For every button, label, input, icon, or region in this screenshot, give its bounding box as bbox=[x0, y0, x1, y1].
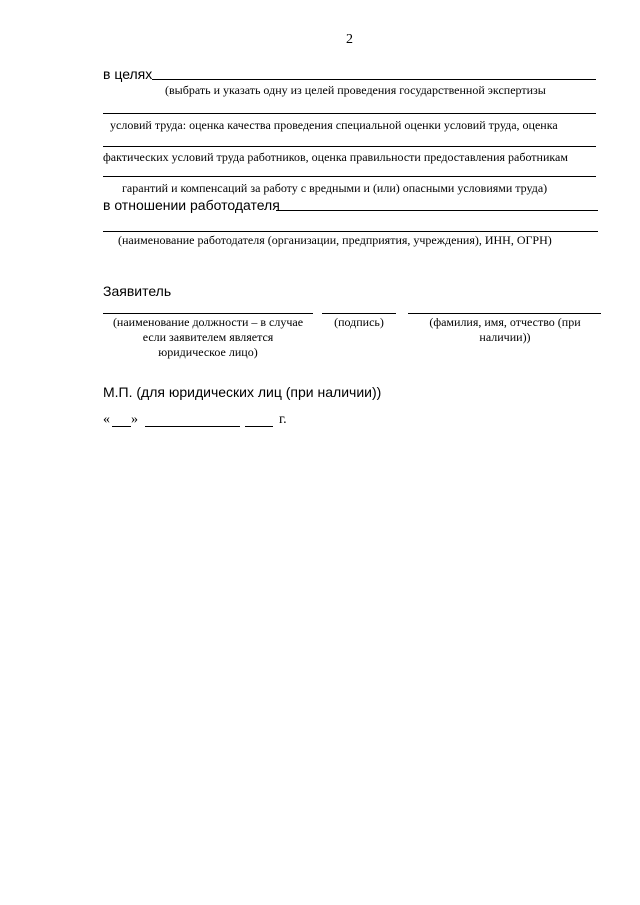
full-name-hint-line-2: наличии)) bbox=[479, 330, 531, 344]
purpose-option-line-3: гарантий и компенсаций за работу с вредными и (или) опасными условиями труда) bbox=[122, 181, 548, 195]
purpose-hint: (выбрать и указать одну из целей проведения государственной экспертизы bbox=[165, 83, 546, 97]
purpose-option-line-2: фактических условий труда работников, оценка правильности предоставления работникам bbox=[103, 150, 568, 164]
date-close-quote: » bbox=[131, 412, 138, 427]
full-name-hint-line-1: (фамилия, имя, отчество (при bbox=[429, 315, 581, 329]
applicant-label: Заявитель bbox=[103, 283, 172, 299]
position-line[interactable] bbox=[103, 313, 313, 314]
full-name-line[interactable] bbox=[408, 313, 601, 314]
employer-line-2[interactable] bbox=[103, 231, 598, 232]
purpose-line-3[interactable] bbox=[103, 176, 596, 177]
date-year-line[interactable] bbox=[245, 426, 273, 427]
position-hint-line-3: юридическое лицо) bbox=[158, 345, 258, 359]
purpose-line-2[interactable] bbox=[103, 146, 596, 147]
stamp-label: М.П. (для юридических лиц (при наличии)) bbox=[103, 384, 382, 400]
purpose-option-line-1: условий труда: оценка качества проведения специальной оценки условий труда, оценка bbox=[110, 118, 558, 132]
date-open-quote: « bbox=[103, 412, 110, 427]
date-day-line[interactable] bbox=[112, 426, 131, 427]
position-hint-line-1: (наименование должности – в случае bbox=[112, 315, 304, 329]
employer-label: в отношении работодателя bbox=[103, 197, 280, 213]
date-month-line[interactable] bbox=[145, 426, 240, 427]
employer-hint: (наименование работодателя (организации, предприятия, учреждения), ИНН, ОГРН) bbox=[118, 233, 552, 247]
date-year-suffix: г. bbox=[279, 412, 287, 427]
signature-hint: (подпись) bbox=[334, 315, 384, 329]
position-hint-line-2: если заявителем является bbox=[142, 330, 274, 344]
page-number: 2 bbox=[346, 32, 353, 47]
employer-input-line[interactable] bbox=[276, 210, 598, 211]
purpose-input-line[interactable] bbox=[152, 79, 596, 80]
purpose-label: в целях bbox=[103, 66, 153, 82]
purpose-line-1[interactable] bbox=[103, 113, 596, 114]
signature-line[interactable] bbox=[322, 313, 396, 314]
